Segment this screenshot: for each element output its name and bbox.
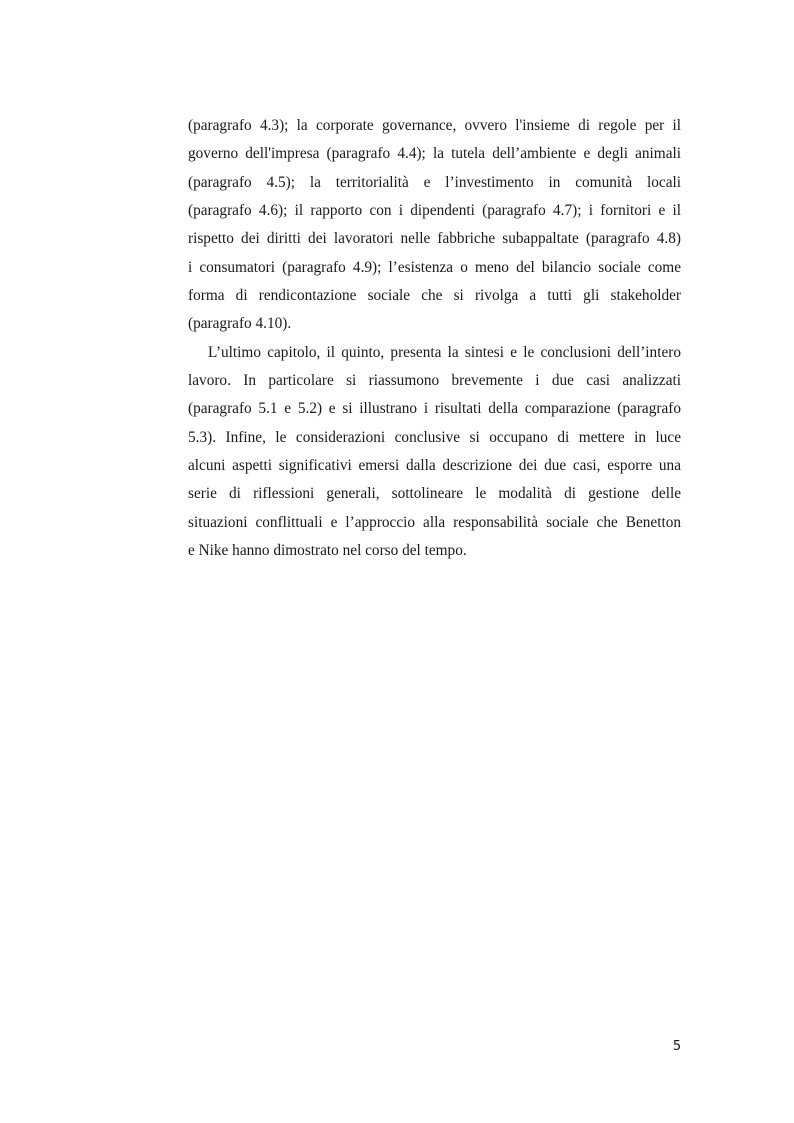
page-number: 5 — [672, 1039, 682, 1054]
text-line: (paragrafo 4.5); la territorialità e l’investimento in comunità locali — [188, 173, 681, 191]
text-line: 5.3). Infine, le considerazioni conclusive si occupano di mettere in luce — [188, 428, 681, 446]
text-line: rispetto dei diritti dei lavoratori nelle fabbriche subappaltate (paragrafo 4.8) — [188, 230, 681, 248]
text-line: e Nike hanno dimostrato nel corso del tempo. — [188, 542, 467, 560]
text-line: forma di rendicontazione sociale che si rivolga a tutti gli stakeholder — [188, 287, 681, 305]
paragraph-1 — [188, 112, 681, 339]
paragraph-2 — [188, 339, 681, 566]
text-line: governo dell'impresa (paragrafo 4.4); la tutela dell’ambiente e degli animali — [188, 145, 681, 163]
text-line: serie di riflessioni generali, sottolineare le modalità di gestione delle — [188, 485, 681, 503]
text-line: situazioni conflittuali e l’approccio alla responsabilità sociale che Benetton — [188, 513, 681, 531]
body-text — [188, 112, 681, 566]
text-line: (paragrafo 4.3); la corporate governance, ovvero l'insieme di regole per il — [188, 117, 681, 134]
text-line: (paragrafo 4.6); il rapporto con i dipendenti (paragrafo 4.7); i fornitori e il — [188, 202, 681, 220]
text-line: L’ultimo capitolo, il quinto, presenta la sintesi e le conclusioni dell’intero — [208, 343, 681, 361]
text-line: (paragrafo 4.10). — [188, 315, 292, 333]
text-line: (paragrafo 5.1 e 5.2) e si illustrano i risultati della comparazione (paragrafo — [188, 400, 681, 418]
text-line: i consumatori (paragrafo 4.9); l’esistenza o meno del bilancio sociale come — [188, 258, 681, 276]
text-line: alcuni aspetti significativi emersi dalla descrizione dei due casi, esporre una — [188, 457, 681, 475]
text-line: lavoro. In particolare si riassumono brevemente i due casi analizzati — [188, 372, 681, 390]
